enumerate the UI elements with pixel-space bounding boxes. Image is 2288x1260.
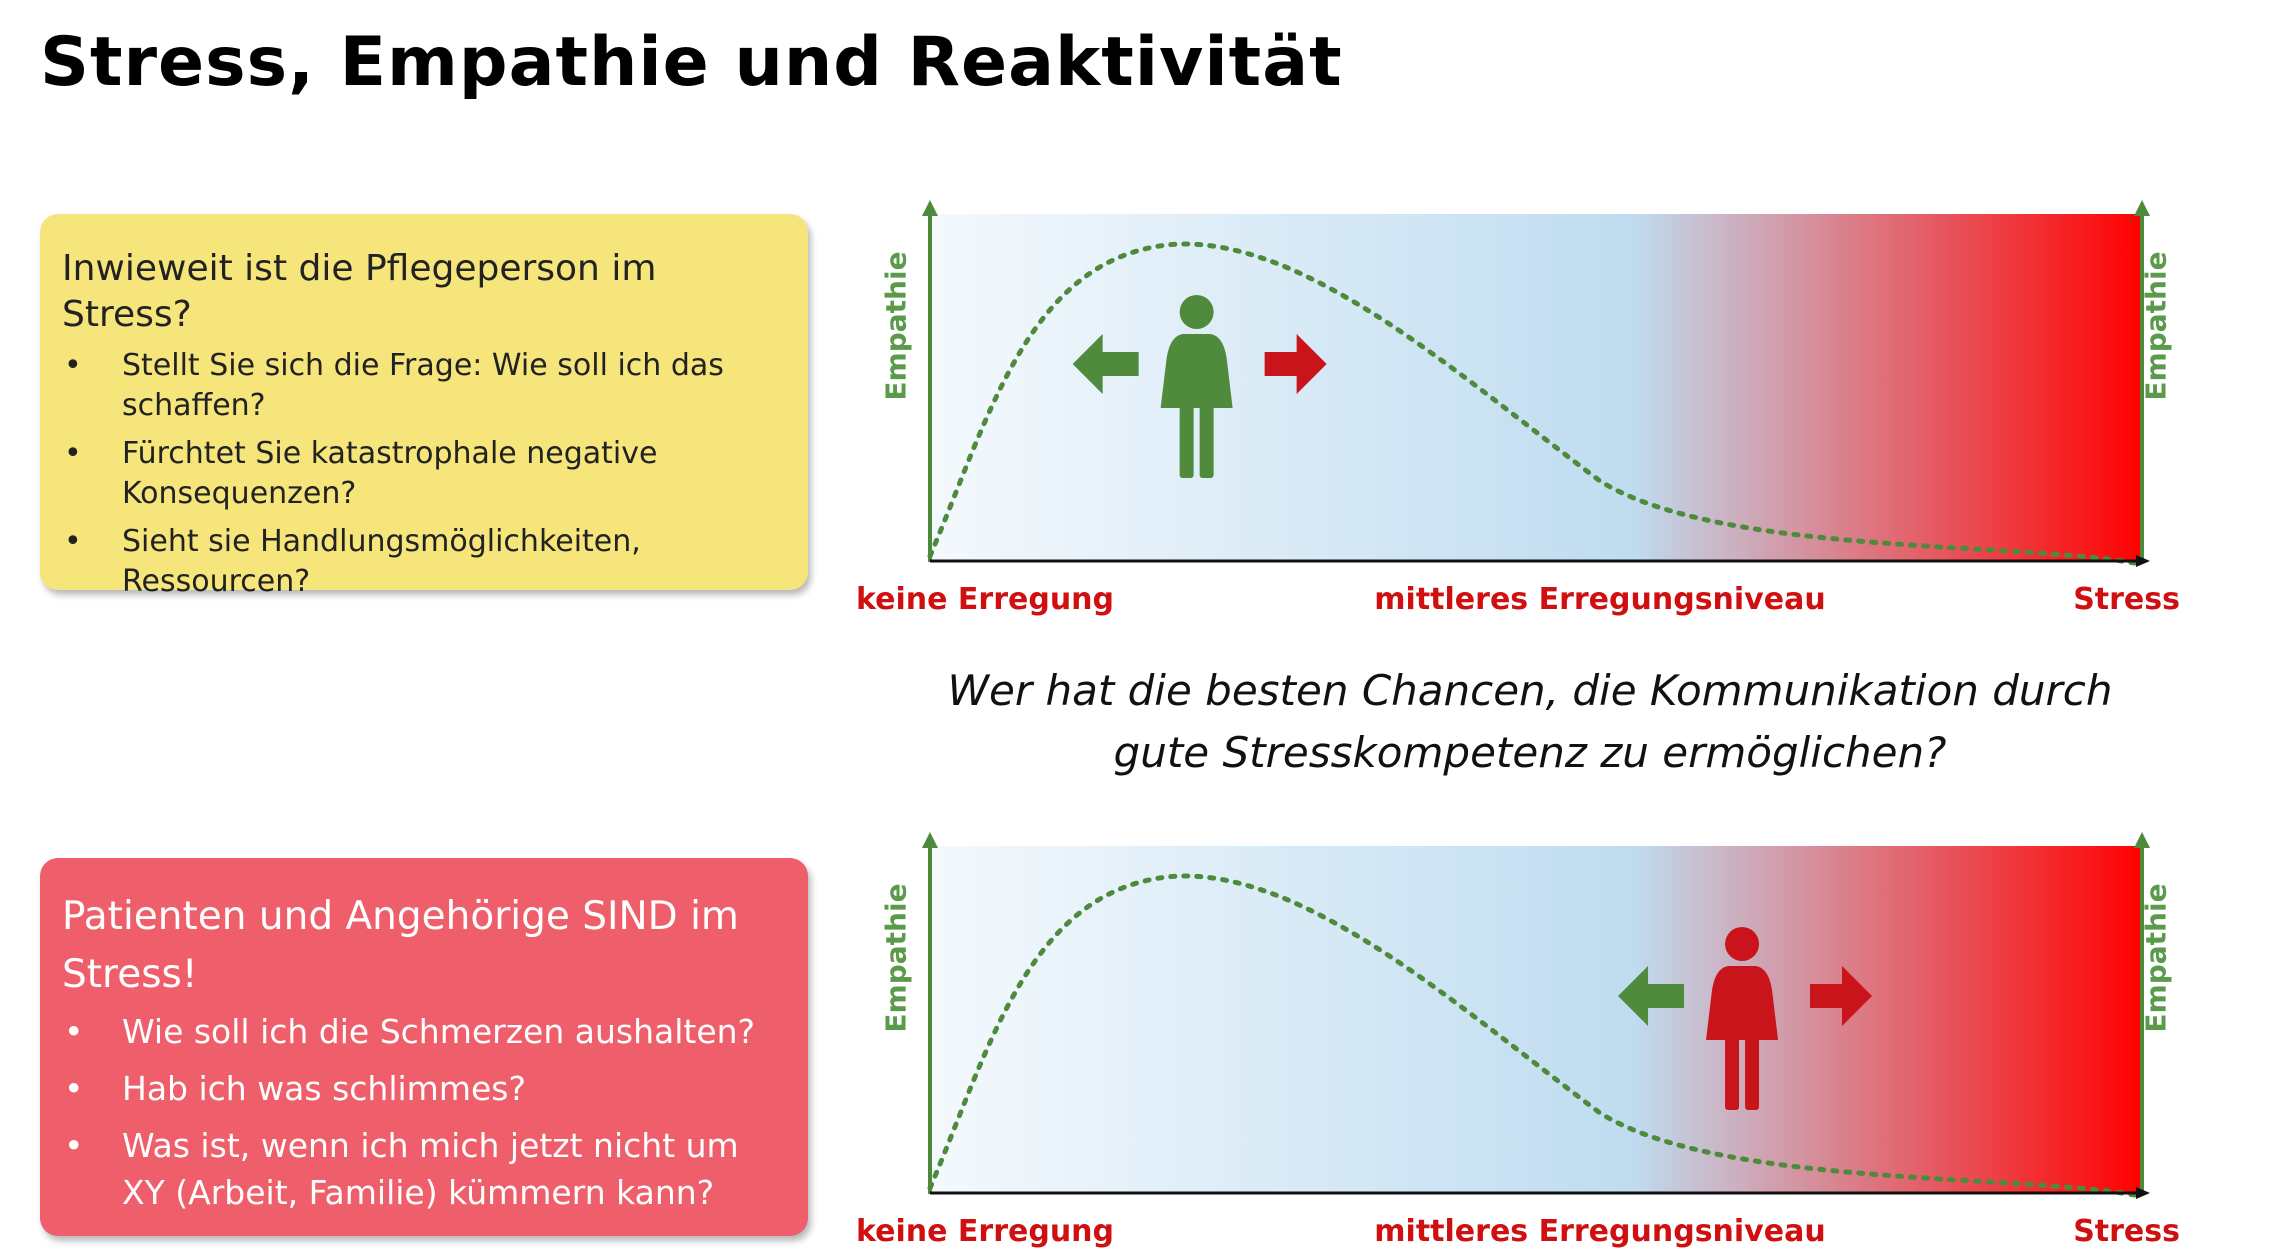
empathy-stress-diagram-patient bbox=[840, 828, 2180, 1248]
central-question-line-1: Wer hat die besten Chancen, die Kommunikation durch bbox=[947, 666, 2113, 715]
x-label-stress: Stress bbox=[2073, 1214, 2180, 1249]
list-item: • Fürchtet Sie katastrophale negative Konsequenzen? bbox=[62, 434, 784, 514]
central-question bbox=[900, 660, 2160, 784]
y-axis-label-left: Empathie bbox=[879, 883, 913, 1033]
diagram-graphic bbox=[840, 196, 2180, 576]
central-question-line-2: gute Stresskompetenz zu ermöglichen? bbox=[1113, 728, 1947, 777]
empathy-stress-diagram-caregiver bbox=[840, 196, 2180, 616]
x-label-stress: Stress bbox=[2073, 582, 2180, 617]
x-label-medium-arousal: mittleres Erregungsniveau bbox=[1374, 1214, 1826, 1249]
page-title: Stress, Empathie und Reaktivität bbox=[40, 23, 1343, 102]
list-item: • Was ist, wenn ich mich jetzt nicht um XY (Arbeit, Familie) kümmern kann? bbox=[62, 1122, 784, 1216]
x-label-medium-arousal: mittleres Erregungsniveau bbox=[1374, 582, 1826, 617]
y-axis-label-left: Empathie bbox=[879, 251, 913, 401]
stress-gradient-background bbox=[930, 846, 2142, 1193]
stress-gradient-background bbox=[930, 214, 2142, 561]
list-item: • Stellt Sie sich die Frage: Wie soll ich das schaffen? bbox=[62, 346, 784, 426]
x-label-low-arousal: keine Erregung bbox=[856, 582, 1115, 617]
patient-question-list bbox=[62, 1008, 784, 1216]
patient-box-heading: Patienten und Angehörige SIND im Stress! bbox=[62, 894, 739, 997]
y-axis-label-right: Empathie bbox=[2139, 251, 2173, 401]
y-axis-label-right: Empathie bbox=[2139, 883, 2173, 1033]
caregiver-question-list bbox=[62, 346, 784, 602]
caregiver-box-heading: Inwieweit ist die Pflegeperson im Stress? bbox=[62, 248, 657, 335]
list-item: • Wie soll ich die Schmerzen aushalten? bbox=[62, 1008, 784, 1055]
x-label-low-arousal: keine Erregung bbox=[856, 1214, 1115, 1249]
list-item: • Hab ich was schlimmes? bbox=[62, 1065, 784, 1112]
patient-stress-box bbox=[40, 858, 808, 1236]
list-item: • Sieht sie Handlungsmöglichkeiten, Ressourcen? bbox=[62, 522, 784, 602]
caregiver-stress-box bbox=[40, 214, 808, 599]
diagram-graphic bbox=[840, 828, 2180, 1208]
